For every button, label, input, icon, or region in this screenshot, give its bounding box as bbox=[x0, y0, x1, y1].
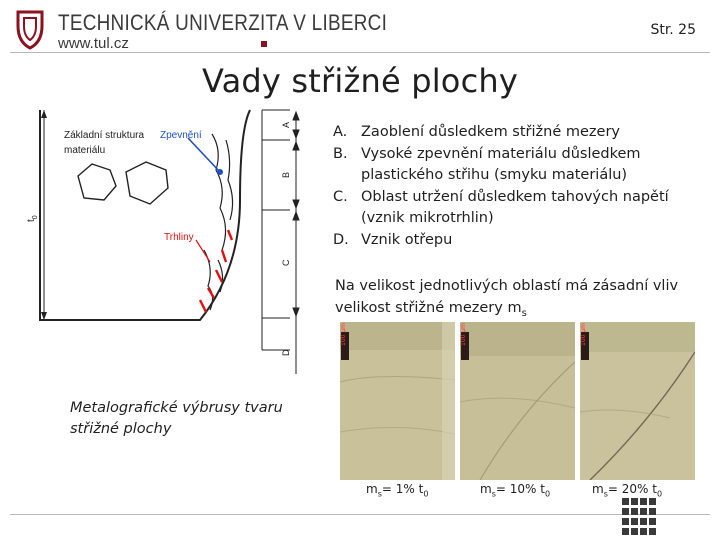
label-base-structure: Základní struktura bbox=[64, 130, 145, 141]
accent-square bbox=[261, 41, 267, 47]
grid-logo-icon bbox=[622, 498, 658, 536]
crack-pointer bbox=[196, 240, 210, 262]
deformed-grain bbox=[212, 134, 226, 250]
defects-list bbox=[333, 122, 703, 251]
clearance-note: Na velikost jednotlivých oblastí má zásadní vliv velikost střižné mezery $m_s$ bbox=[335, 278, 679, 319]
grain-2 bbox=[126, 162, 168, 204]
page-number: Str. 25 bbox=[650, 22, 696, 38]
label-thickness: $t_0$ bbox=[26, 215, 39, 222]
header-divider bbox=[10, 52, 710, 53]
label-cracks: Trhliny bbox=[164, 232, 194, 243]
material-outline bbox=[40, 110, 250, 320]
zone-label-d: D bbox=[281, 349, 291, 356]
micrograph-photo-2 bbox=[460, 322, 575, 480]
university-logo bbox=[10, 8, 50, 52]
scale-bar: 100 μm bbox=[461, 332, 469, 360]
photo-label-1: $m_s= 1\%$ $t_0$ bbox=[366, 482, 429, 499]
photo-label-2: $m_s= 10\%$ $t_0$ bbox=[480, 482, 551, 499]
scale-bar: 100 μm bbox=[341, 332, 349, 360]
university-name: TECHNICKÁ UNIVERZITA V LIBERCI bbox=[58, 10, 388, 35]
micrograph-photo-1 bbox=[340, 322, 455, 480]
label-material: materiálu bbox=[64, 145, 106, 156]
deformed-grain bbox=[226, 140, 233, 220]
micrograph-photo-3 bbox=[580, 322, 695, 480]
zone-dimension bbox=[262, 110, 299, 374]
slide-title: Vady střižné plochy bbox=[201, 62, 519, 100]
micrograph-caption: Metalografické výbrusy tvaru střižné plochy bbox=[70, 400, 283, 437]
zone-label-c: C bbox=[281, 259, 291, 266]
list-item: B. Vysoké zpevnění materiálu důsledkem plastického střihu (smyku materiálu) bbox=[333, 145, 641, 183]
hardening-dot bbox=[217, 169, 223, 175]
list-item: C. Oblast utržení důsledkem tahových napětí (vznik mikrotrhlin) bbox=[333, 188, 669, 226]
university-url[interactable]: www.tul.cz bbox=[58, 35, 129, 52]
grain-1 bbox=[78, 164, 116, 200]
micrograph-photos bbox=[340, 322, 720, 480]
photo-label-3: $m_s= 20\%$ $t_0$ bbox=[592, 482, 663, 499]
label-hardening: Zpevnění bbox=[160, 130, 202, 141]
footer-divider bbox=[10, 514, 710, 515]
list-item: D. Vznik otřepu bbox=[333, 231, 453, 248]
hardening-pointer bbox=[188, 138, 220, 172]
zone-label-b: B bbox=[281, 171, 291, 178]
shear-surface-diagram bbox=[0, 100, 330, 390]
scale-bar: 100 μm bbox=[581, 332, 589, 360]
list-item: A. Zaoblení důsledkem střižné mezery bbox=[333, 124, 620, 140]
zone-label-a: A bbox=[281, 121, 291, 128]
